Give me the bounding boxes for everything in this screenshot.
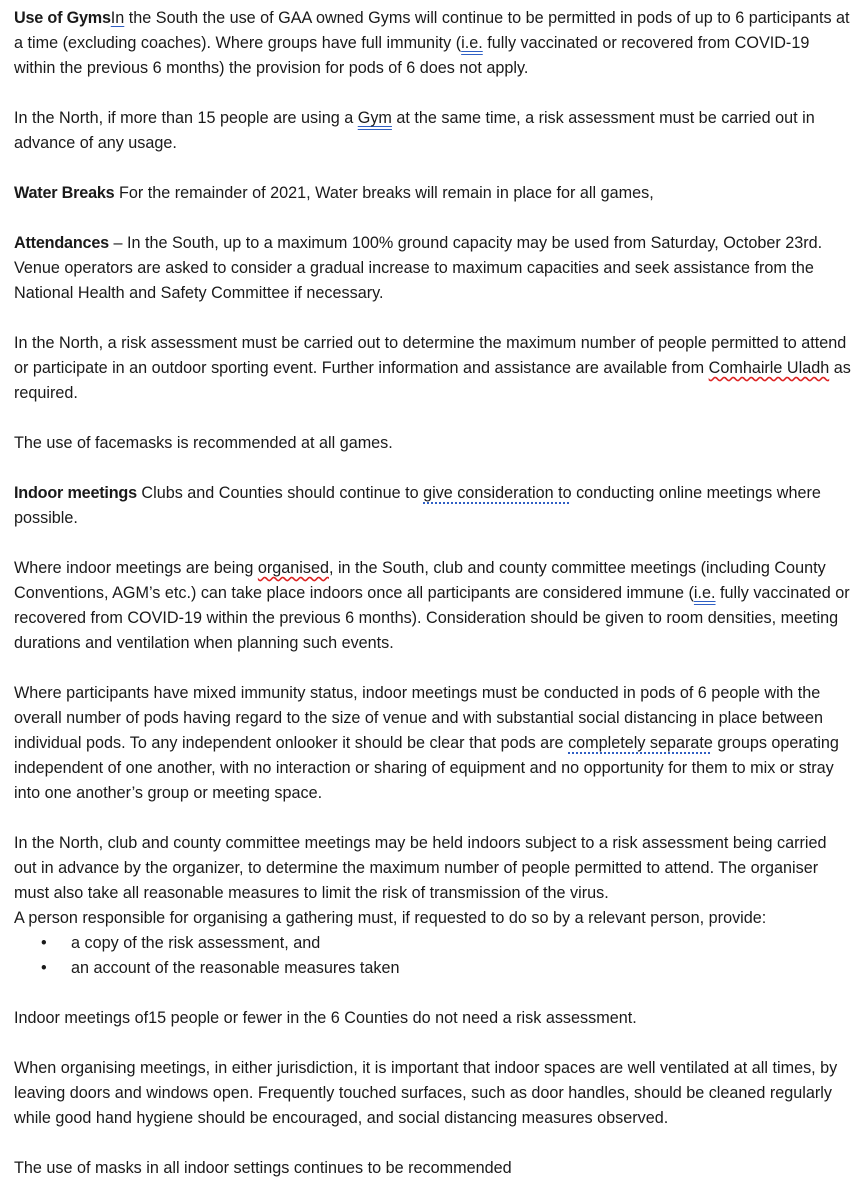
masks-indoor-paragraph: The use of masks in all indoor settings continues to be recommended [14, 1159, 512, 1177]
six-counties-paragraph: Indoor meetings of15 people or fewer in the 6 Counties do not need a risk assessment. [14, 1009, 637, 1027]
attendances-heading: Attendances [14, 234, 109, 252]
gyms-heading: Use of Gyms [14, 9, 111, 27]
indoor-south-text-1: Where indoor meetings are being [14, 559, 258, 577]
mixed-immunity-text-2: groups operating independent of one another, with no interaction or sharing of equipment and no opportunity for them to mix or stray into one another’s group or meeting space. [14, 734, 839, 802]
indoor-intro-paragraph [14, 481, 852, 531]
organising-meetings-paragraph: When organising meetings, in either jurisdiction, it is important that indoor spaces are well ventilated at all times, by leaving doors and windows open. Frequently touched surfaces, such as door handles, should be cleaned regularly while good hand hygiene should be encouraged, and social distancing measures observed. [14, 1059, 838, 1127]
comhairle-uladh-text: Comhairle Uladh [708, 359, 830, 377]
bullet-icon: • [41, 934, 47, 952]
responsible-person-paragraph: A person responsible for organising a gathering must, if requested to do so by a relevant person, provide: [14, 909, 767, 927]
list-item [41, 931, 854, 956]
attendances-south-paragraph [14, 231, 852, 306]
water-breaks-text: For the remainder of 2021, Water breaks will remain in place for all games, [114, 184, 654, 202]
indoor-south-paragraph [14, 556, 852, 656]
organised-word: organised [257, 559, 329, 577]
indoor-intro-dotted: give consideration to [423, 484, 572, 502]
bullet-icon: • [41, 959, 47, 977]
requirements-list [14, 931, 854, 981]
indoor-intro-text-1: Clubs and Counties should continue to [136, 484, 424, 502]
completely-separate-text: completely separate [568, 734, 713, 752]
mixed-immunity-paragraph [14, 681, 852, 806]
gyms-south-paragraph [14, 6, 852, 81]
attendances-north-text-1: In the North, a risk assessment must be carried out to determine the maximum number of people permitted to attend or participate in an outdoor sporting event. Further information and assistance are available from [14, 334, 847, 377]
gyms-north-paragraph [14, 106, 852, 156]
mixed-immunity-text-1: Where participants have mixed immunity status, indoor meetings must be conducted in pods of 6 people with the overall number of pods having regard to the size of venue and with substantial social distancing in place between individual pods. To any independent onlooker it should be clear that pods are [14, 684, 823, 752]
gyms-ie-abbrev: i.e. [461, 34, 483, 52]
water-breaks-paragraph [14, 181, 852, 206]
gyms-south-text-1: the South the use of GAA owned Gyms will continue to be permitted in pods of up to 6 participants at a time (excluding coaches). Where groups have full immunity ( [14, 9, 850, 52]
attendances-south-text: – In the South, up to a maximum 100% ground capacity may be used from Saturday, October 23rd. Venue operators are asked to consider a gradual increase to maximum capacities and seek assistance from the National Health and Safety Committee if necessary. [14, 234, 823, 302]
gyms-north-gym-word: Gym [357, 109, 392, 127]
indoor-intro-text-2: conducting online meetings where possible. [14, 484, 821, 527]
attendances-north-paragraph [14, 331, 852, 406]
indoor-ie-abbrev: i.e. [693, 584, 716, 602]
attendances-north-text-2: as required. [14, 359, 851, 402]
gyms-south-text-2: fully vaccinated or recovered from COVID-19 within the previous 6 months) the provision for pods of 6 does not apply. [14, 34, 810, 77]
gyms-south-lead: In [110, 9, 125, 27]
gyms-north-text-1: In the North, if more than 15 people are using a [14, 109, 358, 127]
indoor-south-text-3: fully vaccinated or recovered from COVID-19 within the previous 6 months). Consideration should be given to room densities, meeting durations and ventilation when planning such events. [14, 584, 850, 652]
list-item-text: a copy of the risk assessment, and [71, 934, 321, 952]
water-breaks-heading: Water Breaks [14, 184, 115, 202]
list-item [41, 956, 854, 981]
gyms-north-text-2: at the same time, a risk assessment must be carried out in advance of any usage. [14, 109, 815, 152]
indoor-meetings-heading: Indoor meetings [14, 484, 137, 502]
facemasks-paragraph: The use of facemasks is recommended at all games. [14, 434, 393, 452]
list-item-text: an account of the reasonable measures taken [71, 959, 400, 977]
indoor-north-paragraph: In the North, club and county committee meetings may be held indoors subject to a risk assessment being carried out in advance by the organizer, to determine the maximum number of people permitted to attend. The organiser must also take all reasonable measures to limit the risk of transmission of the virus. [14, 834, 827, 902]
indoor-south-text-2: , in the South, club and county committee meetings (including County Conventions, AGM’s etc.) can take place indoors once all participants are considered immune ( [14, 559, 826, 602]
